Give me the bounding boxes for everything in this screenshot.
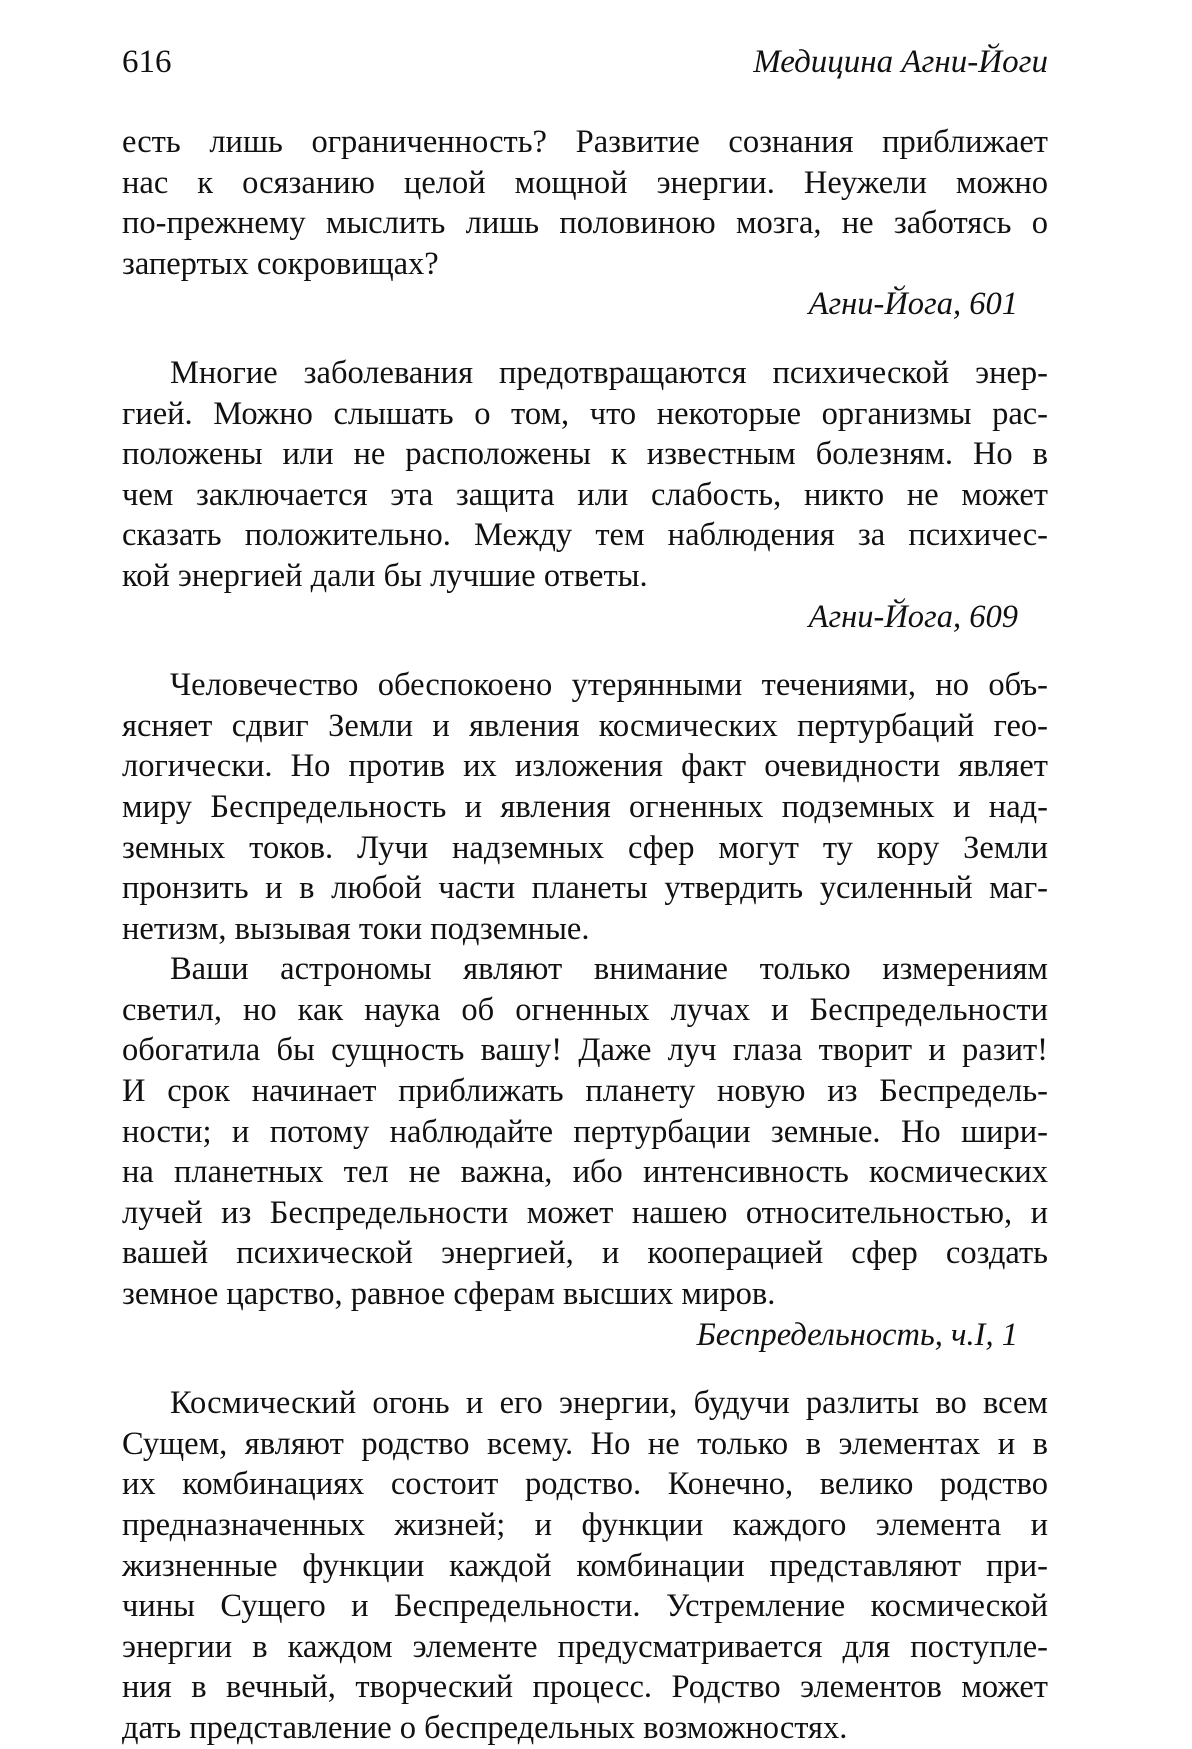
paragraph <box>122 949 1048 1314</box>
text-line: жизненные функции каждой комбинации представляют при- <box>122 1547 1048 1584</box>
text-line: положены или не расположены к известным болезням. Но в <box>122 436 1048 473</box>
text-line: по-прежнему мыслить лишь половиною мозга, не заботясь о <box>122 205 1048 242</box>
text-line: дать представление о беспредельных возможностях. <box>122 1709 848 1746</box>
text-line: есть лишь ограниченность? Развитие сознания приближает <box>122 124 1048 160</box>
text-line: лучей из Беспредельности может нашею относительностью, и <box>122 1194 1048 1231</box>
text-line: Сущем, являют родство всему. Но не только в элементах и в <box>122 1425 1048 1462</box>
text-line: Многие заболевания предотвращаются психической энер- <box>170 354 1048 391</box>
text-line: Космический огонь и его энергии, будучи разлиты во всем <box>170 1385 1048 1422</box>
paragraph <box>122 1383 1048 1748</box>
text-line: чем заключается эта защита или слабость, никто не может <box>122 476 1048 513</box>
page-content <box>122 122 1048 1749</box>
text-line: вашей психической энергией, и кооперацией сфер создать <box>122 1235 1048 1272</box>
text-line: светил, но как наука об огненных лучах и Беспредельности <box>122 991 1048 1028</box>
text-line: гией. Можно слышать о том, что некоторые организмы рас- <box>122 395 1048 432</box>
text-line: логически. Но против их изложения факт очевидности являет <box>122 748 1048 785</box>
text-line: земных токов. Лучи надземных сфер могут ту кору Земли <box>122 829 1048 866</box>
text-line: обогатила бы сущность вашу! Даже луч глаза творит и разит! <box>122 1032 1048 1069</box>
page-number: 616 <box>122 44 172 80</box>
quote-section <box>122 665 1048 1355</box>
text-line: их комбинациях состоит родство. Конечно, велико родство <box>122 1466 1048 1503</box>
text-line: кой энергией дали бы лучшие ответы. <box>122 557 648 594</box>
paragraph <box>122 353 1048 597</box>
text-line: пронзить и в любой части планеты утвердить усиленный маг- <box>122 870 1048 907</box>
text-line: земное царство, равное сферам высших миров. <box>122 1276 776 1313</box>
text-line: энергии в каждом элементе предусматривается для поступле- <box>122 1628 1048 1665</box>
text-line: ния в вечный, творческий процесс. Родство элементов может <box>122 1669 1048 1706</box>
quote-section <box>122 122 1048 325</box>
text-line: И срок начинает приближать планету новую из Беспредель- <box>122 1073 1048 1110</box>
text-line: чины Сущего и Беспредельности. Устремление космической <box>122 1588 1048 1625</box>
paragraph <box>122 122 1048 284</box>
text-line: миру Беспредельность и явления огненных подземных и над- <box>122 788 1048 825</box>
quote-section <box>122 1383 1048 1748</box>
quote-section <box>122 353 1048 637</box>
text-line: ясняет сдвиг Земли и явления космических пертурбаций гео- <box>122 707 1048 744</box>
text-line: запертых сокровищах? <box>122 245 439 282</box>
text-line: нас к осязанию целой мощной энергии. Неужели можно <box>122 164 1048 201</box>
text-line: нетизм, вызывая токи подземные. <box>122 910 590 947</box>
paragraph <box>122 665 1048 949</box>
text-line: ности; и потому наблюдайте пертурбации земные. Но шири- <box>122 1113 1048 1150</box>
text-line: предназначенных жизней; и функции каждого элемента и <box>122 1507 1048 1543</box>
text-line: сказать положительно. Между тем наблюдения за психичес- <box>122 517 1048 554</box>
running-head <box>122 40 1048 84</box>
text-line: Ваши астрономы являют внимание только измерениям <box>170 951 1048 988</box>
book-page <box>122 40 1048 1749</box>
source-citation: Агни-Йога, 609 <box>808 598 1018 635</box>
text-line: на планетных тел не важна, ибо интенсивность космических <box>122 1154 1048 1191</box>
source-citation: Беспредельность, ч.I, 1 <box>696 1316 1018 1353</box>
source-citation: Агни-Йога, 601 <box>808 286 1018 323</box>
running-title: Медицина Агни-Йоги <box>753 44 1048 80</box>
text-line: Человечество обеспокоено утерянными течениями, но объ- <box>170 667 1048 704</box>
